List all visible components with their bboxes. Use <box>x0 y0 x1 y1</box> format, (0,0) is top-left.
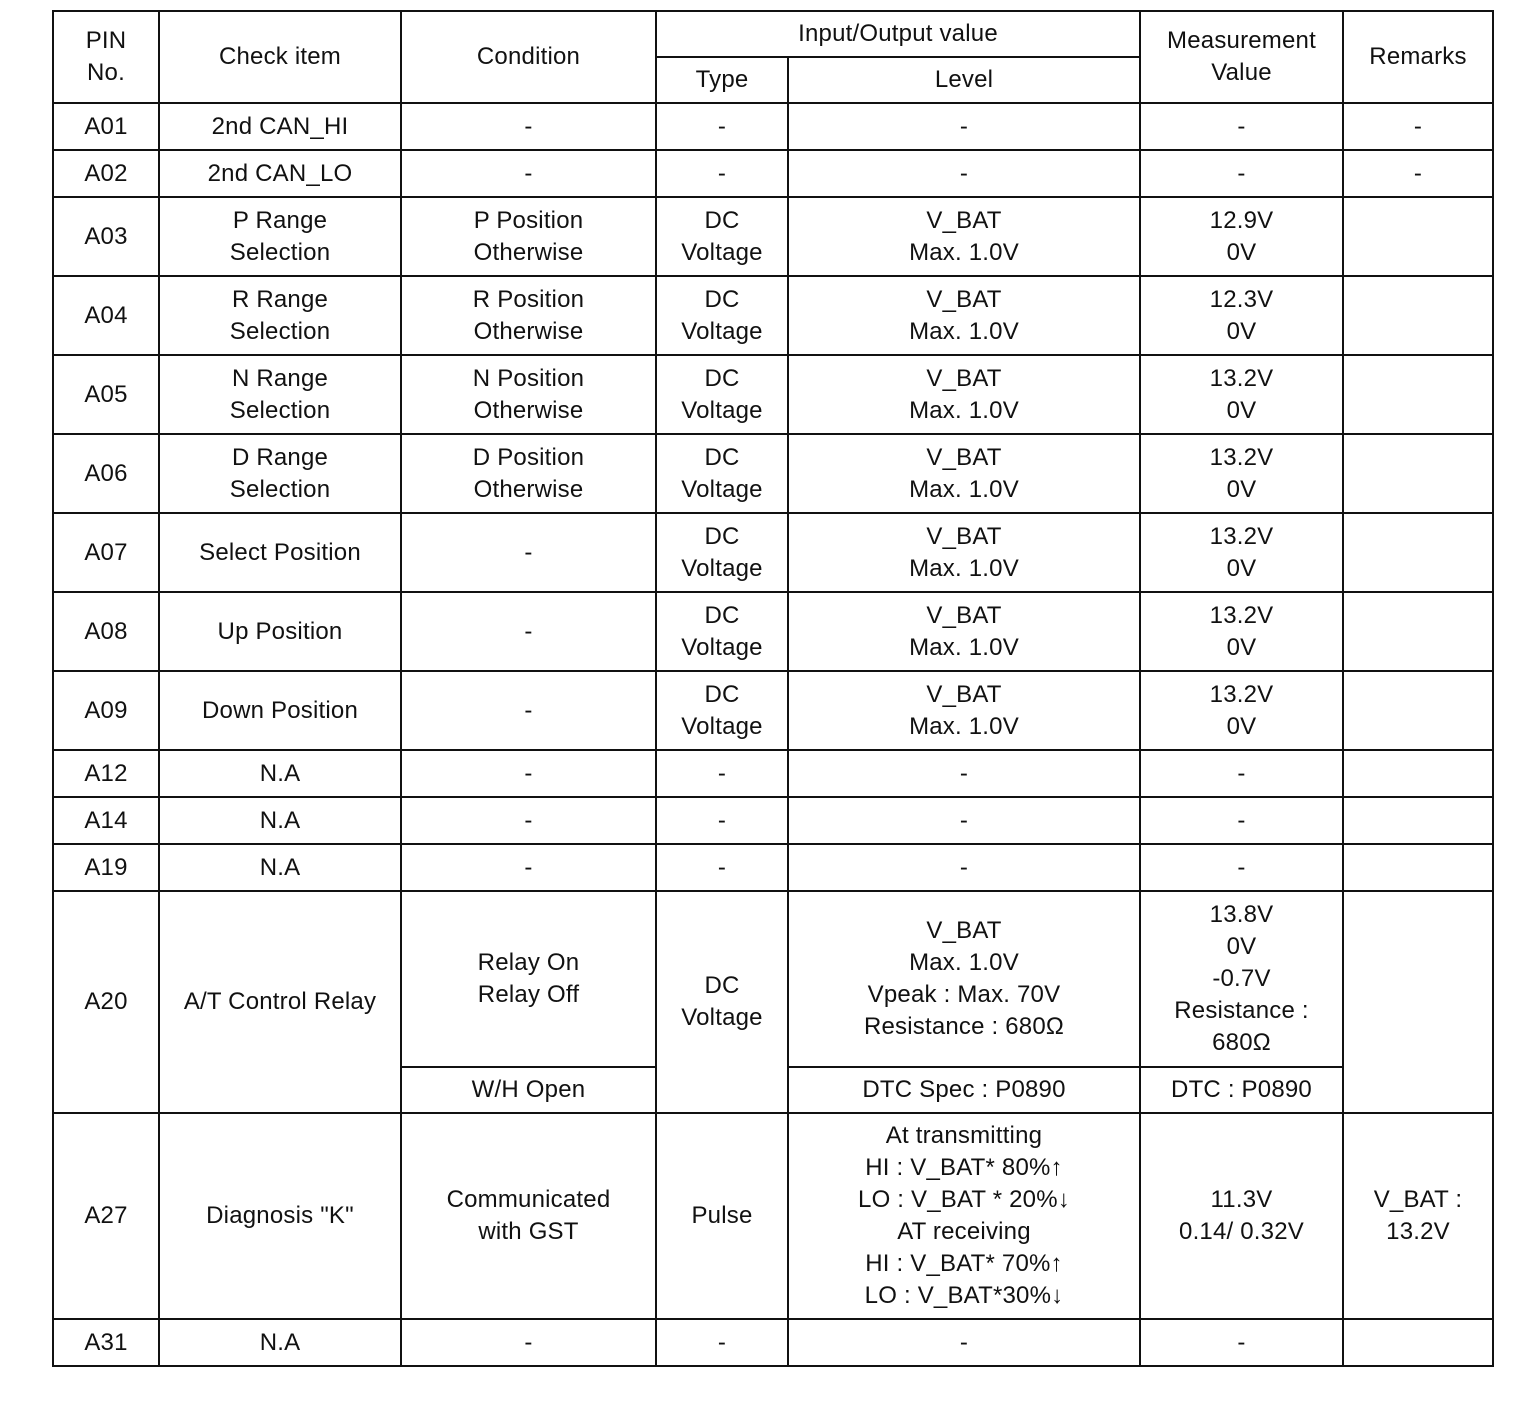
cell-check-item: N.A <box>159 1319 401 1366</box>
cell-condition: P Position Otherwise <box>401 197 656 276</box>
cell-check-item: Up Position <box>159 592 401 671</box>
cell-type: DC Voltage <box>656 434 788 513</box>
cell-measurement: DTC : P0890 <box>1140 1067 1343 1113</box>
cell-condition: - <box>401 797 656 844</box>
cell-check-item: N.A <box>159 750 401 797</box>
cell-measurement: - <box>1140 844 1343 891</box>
cell-type: DC Voltage <box>656 355 788 434</box>
cell-condition: - <box>401 844 656 891</box>
cell-type: DC Voltage <box>656 592 788 671</box>
cell-level: V_BAT Max. 1.0V <box>788 592 1140 671</box>
cell-condition: D Position Otherwise <box>401 434 656 513</box>
cell-condition: W/H Open <box>401 1067 656 1113</box>
cell-remarks: - <box>1343 150 1493 197</box>
cell-remarks <box>1343 355 1493 434</box>
cell-condition: - <box>401 671 656 750</box>
cell-level: V_BAT Max. 1.0V Vpeak : Max. 70V Resistance : 680Ω <box>788 891 1140 1067</box>
cell-type: DC Voltage <box>656 197 788 276</box>
cell-check-item: Diagnosis "K" <box>159 1113 401 1319</box>
table-row <box>53 513 1493 592</box>
cell-measurement: 13.2V 0V <box>1140 671 1343 750</box>
cell-check-item: R Range Selection <box>159 276 401 355</box>
cell-condition: Relay On Relay Off <box>401 891 656 1067</box>
cell-condition: - <box>401 750 656 797</box>
table-row <box>53 797 1493 844</box>
cell-level: - <box>788 150 1140 197</box>
table-row <box>53 197 1493 276</box>
cell-pin: A05 <box>53 355 159 434</box>
cell-condition: Communicated with GST <box>401 1113 656 1319</box>
cell-pin: A01 <box>53 103 159 150</box>
cell-type: - <box>656 1319 788 1366</box>
cell-type: DC Voltage <box>656 276 788 355</box>
cell-condition: - <box>401 592 656 671</box>
cell-pin: A02 <box>53 150 159 197</box>
cell-check-item: Select Position <box>159 513 401 592</box>
cell-check-item: N.A <box>159 844 401 891</box>
cell-remarks <box>1343 276 1493 355</box>
cell-condition: - <box>401 103 656 150</box>
header-type: Type <box>656 57 788 103</box>
cell-measurement: - <box>1140 797 1343 844</box>
cell-pin: A08 <box>53 592 159 671</box>
cell-check-item: N Range Selection <box>159 355 401 434</box>
cell-pin: A03 <box>53 197 159 276</box>
header-condition: Condition <box>401 11 656 103</box>
cell-check-item: P Range Selection <box>159 197 401 276</box>
table-row <box>53 355 1493 434</box>
cell-level: - <box>788 1319 1140 1366</box>
header-remarks: Remarks <box>1343 11 1493 103</box>
header-io-value: Input/Output value <box>656 11 1140 57</box>
cell-pin: A07 <box>53 513 159 592</box>
cell-level: - <box>788 103 1140 150</box>
cell-type: DC Voltage <box>656 891 788 1113</box>
cell-remarks <box>1343 891 1493 1113</box>
table-row <box>53 750 1493 797</box>
table-row <box>53 103 1493 150</box>
cell-measurement: 13.2V 0V <box>1140 434 1343 513</box>
cell-measurement: 13.2V 0V <box>1140 513 1343 592</box>
cell-measurement: - <box>1140 1319 1343 1366</box>
cell-remarks <box>1343 434 1493 513</box>
cell-type: - <box>656 797 788 844</box>
table-row-a27 <box>53 1113 1493 1319</box>
cell-remarks <box>1343 844 1493 891</box>
cell-check-item: 2nd CAN_HI <box>159 103 401 150</box>
cell-level: V_BAT Max. 1.0V <box>788 671 1140 750</box>
cell-pin: A04 <box>53 276 159 355</box>
cell-level: At transmitting HI : V_BAT* 80%↑ LO : V_BAT * 20%↓ AT receiving HI : V_BAT* 70%↑ LO : V_BAT*30%↓ <box>788 1113 1140 1319</box>
cell-pin: A27 <box>53 1113 159 1319</box>
header-measurement: Measurement Value <box>1140 11 1343 103</box>
cell-level: DTC Spec : P0890 <box>788 1067 1140 1113</box>
cell-condition: N Position Otherwise <box>401 355 656 434</box>
cell-check-item: Down Position <box>159 671 401 750</box>
header-check-item: Check item <box>159 11 401 103</box>
cell-pin: A12 <box>53 750 159 797</box>
cell-level: - <box>788 797 1140 844</box>
cell-pin: A31 <box>53 1319 159 1366</box>
cell-remarks: - <box>1343 103 1493 150</box>
cell-measurement: - <box>1140 750 1343 797</box>
cell-pin: A09 <box>53 671 159 750</box>
cell-remarks <box>1343 797 1493 844</box>
table-row <box>53 1319 1493 1366</box>
cell-remarks <box>1343 671 1493 750</box>
cell-measurement: - <box>1140 103 1343 150</box>
table-row <box>53 844 1493 891</box>
cell-condition: - <box>401 150 656 197</box>
cell-remarks <box>1343 750 1493 797</box>
cell-level: - <box>788 750 1140 797</box>
header-pin: PIN No. <box>53 11 159 103</box>
pin-check-table <box>52 10 1494 1367</box>
table-row <box>53 434 1493 513</box>
header-level: Level <box>788 57 1140 103</box>
cell-pin: A06 <box>53 434 159 513</box>
cell-check-item: A/T Control Relay <box>159 891 401 1113</box>
cell-remarks <box>1343 513 1493 592</box>
table-header <box>53 11 1493 103</box>
pin-check-table-sheet <box>52 10 1494 1367</box>
cell-level: V_BAT Max. 1.0V <box>788 197 1140 276</box>
cell-check-item: N.A <box>159 797 401 844</box>
cell-measurement: 12.3V 0V <box>1140 276 1343 355</box>
cell-remarks <box>1343 197 1493 276</box>
table-row <box>53 276 1493 355</box>
cell-pin: A19 <box>53 844 159 891</box>
cell-condition: - <box>401 1319 656 1366</box>
cell-condition: - <box>401 513 656 592</box>
table-row-a20 <box>53 891 1493 1067</box>
cell-check-item: D Range Selection <box>159 434 401 513</box>
cell-measurement: 11.3V 0.14/ 0.32V <box>1140 1113 1343 1319</box>
table-row <box>53 592 1493 671</box>
cell-remarks <box>1343 592 1493 671</box>
cell-measurement: - <box>1140 150 1343 197</box>
table-row <box>53 150 1493 197</box>
cell-level: V_BAT Max. 1.0V <box>788 355 1140 434</box>
cell-level: V_BAT Max. 1.0V <box>788 513 1140 592</box>
cell-type: DC Voltage <box>656 671 788 750</box>
table-row <box>53 671 1493 750</box>
cell-type: - <box>656 103 788 150</box>
cell-remarks: V_BAT : 13.2V <box>1343 1113 1493 1319</box>
cell-measurement: 13.8V 0V -0.7V Resistance : 680Ω <box>1140 891 1343 1067</box>
cell-measurement: 12.9V 0V <box>1140 197 1343 276</box>
cell-pin: A14 <box>53 797 159 844</box>
cell-level: - <box>788 844 1140 891</box>
cell-measurement: 13.2V 0V <box>1140 355 1343 434</box>
cell-remarks <box>1343 1319 1493 1366</box>
cell-type: - <box>656 750 788 797</box>
cell-type: Pulse <box>656 1113 788 1319</box>
cell-measurement: 13.2V 0V <box>1140 592 1343 671</box>
cell-condition: R Position Otherwise <box>401 276 656 355</box>
cell-pin: A20 <box>53 891 159 1113</box>
cell-type: - <box>656 844 788 891</box>
cell-check-item: 2nd CAN_LO <box>159 150 401 197</box>
cell-level: V_BAT Max. 1.0V <box>788 434 1140 513</box>
cell-type: - <box>656 150 788 197</box>
cell-type: DC Voltage <box>656 513 788 592</box>
cell-level: V_BAT Max. 1.0V <box>788 276 1140 355</box>
